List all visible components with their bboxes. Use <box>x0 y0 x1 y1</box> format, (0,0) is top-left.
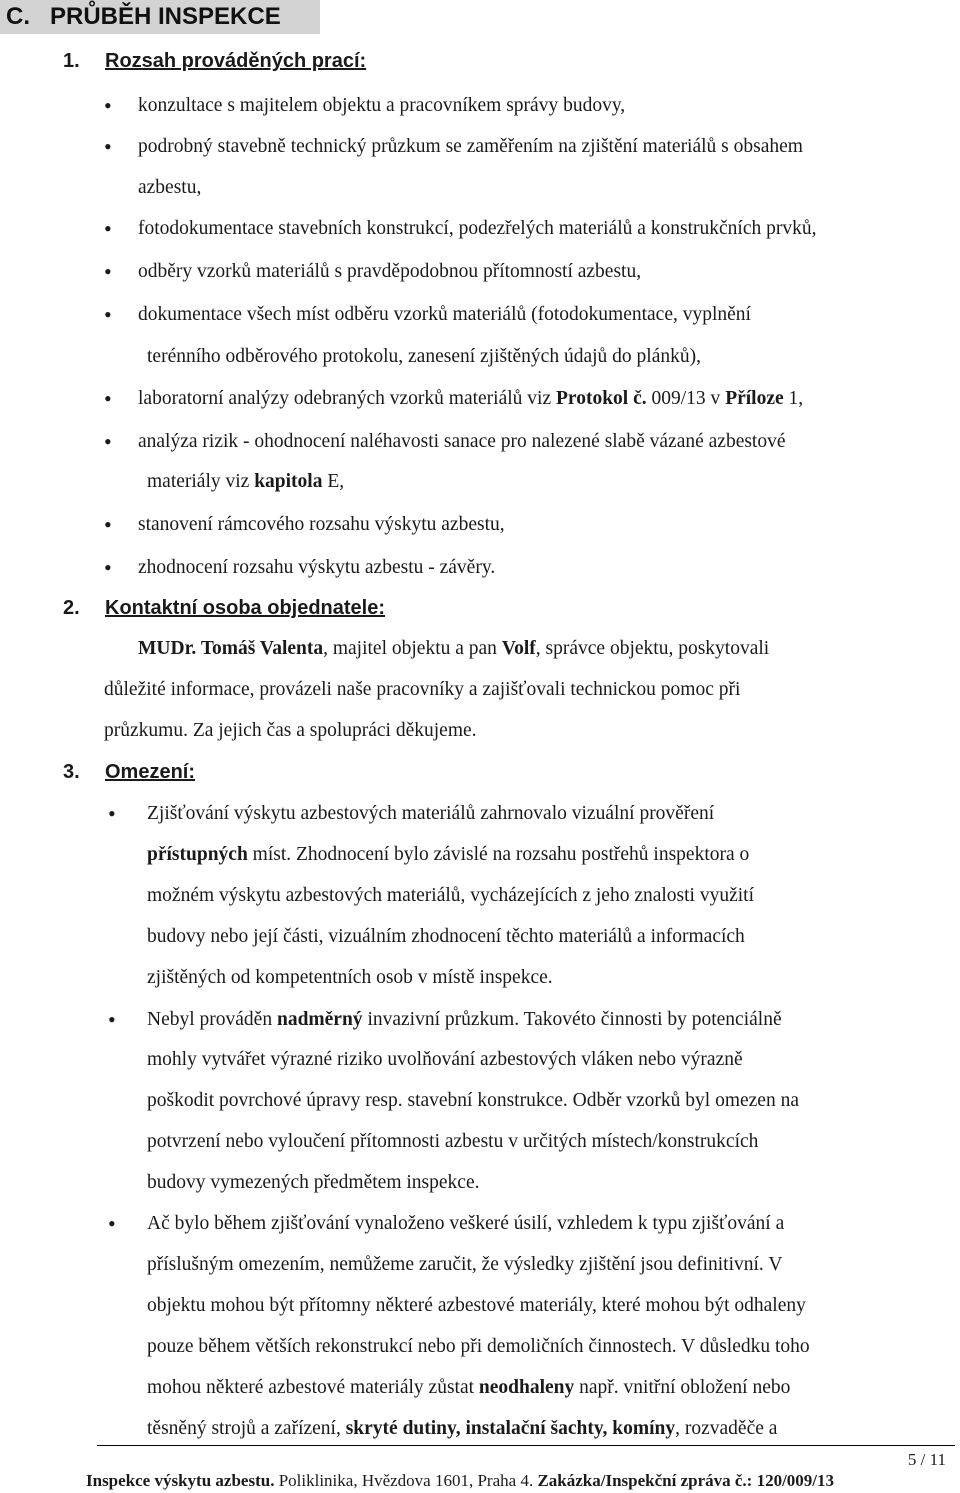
chapter-heading <box>0 0 320 34</box>
contact-line: průzkumu. Za jejich čas a spolupráci děkujeme. <box>104 720 477 741</box>
paragraph-line: pouze během větších rekonstrukcí nebo při demoličních činnostech. V důsledku toho <box>147 1336 810 1357</box>
paragraph-line: Zjišťování výskytu azbestových materiálů zahrnovalo vizuální prověření <box>147 803 715 824</box>
paragraph-line: příslušným omezením, nemůžeme zaručit, že výsledky zjištění jsou definitivní. V <box>147 1254 783 1275</box>
list-item: stanovení rámcového rozsahu výskytu azbestu, <box>138 514 505 535</box>
contact-line: MUDr. Tomáš Valenta, majitel objektu a pan Volf, správce objektu, poskytovali <box>138 638 770 659</box>
paragraph-line: Nebyl prováděn nadměrný invazivní průzkum. Takovéto činnosti by potenciálně <box>147 1009 782 1030</box>
paragraph-line: poškodit povrchové úpravy resp. stavební konstrukce. Odběr vzorků byl omezen na <box>147 1090 799 1111</box>
list-item: fotodokumentace stavebních konstrukcí, podezřelých materiálů a konstrukčních prvků, <box>138 218 817 239</box>
section-1-heading <box>63 49 366 73</box>
list-item: analýza rizik - ohodnocení naléhavosti sanace pro nalezené slabě vázané azbestové <box>138 431 786 452</box>
contact-line: důležité informace, provázeli naše pracovníky a zajišťovali technickou pomoc při <box>104 679 741 700</box>
paragraph-line: objektu mohou být přítomny některé azbestové materiály, které mohou být odhaleny <box>147 1295 806 1316</box>
contact-name-2: Volf <box>501 638 536 659</box>
paragraph-line: Ač bylo během zjišťování vynaloženo veškeré úsilí, vzhledem k typu zjišťování a <box>147 1213 785 1234</box>
list-item-continuation: materiály viz kapitola E, <box>147 471 345 492</box>
list-item-continuation: terénního odběrového protokolu, zanesení zjištěných údajů do plánků), <box>147 346 701 367</box>
bullet: • <box>104 93 112 118</box>
list-item: dokumentace všech míst odběru vzorků materiálů (fotodokumentace, vyplnění <box>138 304 751 325</box>
section-2-heading <box>63 596 385 620</box>
page-number: 5 / 11 <box>907 1450 946 1469</box>
paragraph-line: budovy vymezených předmětem inspekce. <box>147 1172 480 1193</box>
bullet: • <box>104 429 112 454</box>
bullet: • <box>104 259 112 284</box>
chapter-label: C. <box>6 3 30 30</box>
appendix-ref: Příloze <box>725 388 784 409</box>
list-item: zhodnocení rozsahu výskytu azbestu - závěry. <box>138 557 496 578</box>
paragraph-line: zjištěných od kompetentních osob v místě inspekce. <box>147 967 553 988</box>
paragraph-line: možném výskytu azbestových materiálů, vycházejících z jeho znalosti využití <box>147 885 755 906</box>
paragraph-line: budovy nebo její části, vizuálním zhodnocení těchto materiálů a informacích <box>147 926 745 947</box>
footer-text: Inspekce výskytu azbestu. Poliklinika, Hvězdova 1601, Praha 4. Zakázka/Inspekční zpráva č.: 120/009/13 <box>86 1471 835 1490</box>
footer-divider <box>97 1445 955 1446</box>
section-number: 1. <box>63 50 80 72</box>
list-item: odběry vzorků materiálů s pravděpodobnou přítomností azbestu, <box>138 261 642 282</box>
paragraph-line: přístupných míst. Zhodnocení bylo závislé na rozsahu postřehů inspektora o <box>147 844 750 865</box>
bullet: • <box>108 1211 116 1236</box>
contact-name: MUDr. Tomáš Valenta <box>138 638 324 659</box>
chapter-ref: kapitola <box>254 471 323 492</box>
paragraph-line: potvrzení nebo vyloučení přítomnosti azbestu v určitých místech/konstrukcích <box>147 1131 759 1152</box>
bullet: • <box>104 134 112 159</box>
bullet: • <box>108 1007 116 1032</box>
section-3-heading <box>63 760 195 784</box>
section-number: 3. <box>63 761 80 783</box>
bullet: • <box>104 302 112 327</box>
bullet: • <box>104 555 112 580</box>
paragraph-line: mohly vytvářet výrazné riziko uvolňování azbestových vláken nebo výrazně <box>147 1049 743 1070</box>
paragraph-line: těsněný strojů a zařízení, skryté dutiny, instalační šachty, komíny, rozvaděče a <box>147 1418 778 1439</box>
chapter-title: PRŮBĚH INSPEKCE <box>50 3 281 30</box>
list-item-continuation: azbestu, <box>138 177 202 198</box>
section-title: Rozsah prováděných prací: <box>105 50 367 72</box>
bullet: • <box>108 801 116 826</box>
bullet: • <box>104 386 112 411</box>
section-number: 2. <box>63 597 80 619</box>
bullet: • <box>104 216 112 241</box>
list-item: konzultace s majitelem objektu a pracovníkem správy budovy, <box>138 95 626 116</box>
section-title: Omezení: <box>105 761 196 783</box>
section-title: Kontaktní osoba objednatele: <box>105 597 386 619</box>
protocol-ref: Protokol č. <box>556 388 647 409</box>
list-item: laboratorní analýzy odebraných vzorků materiálů viz Protokol č. 009/13 v Příloze 1, <box>138 388 804 409</box>
bullet: • <box>104 512 112 537</box>
paragraph-line: mohou některé azbestové materiály zůstat neodhaleny např. vnitřní obložení nebo <box>147 1377 791 1398</box>
list-item: podrobný stavebně technický průzkum se zaměřením na zjištění materiálů s obsahem <box>138 136 803 157</box>
